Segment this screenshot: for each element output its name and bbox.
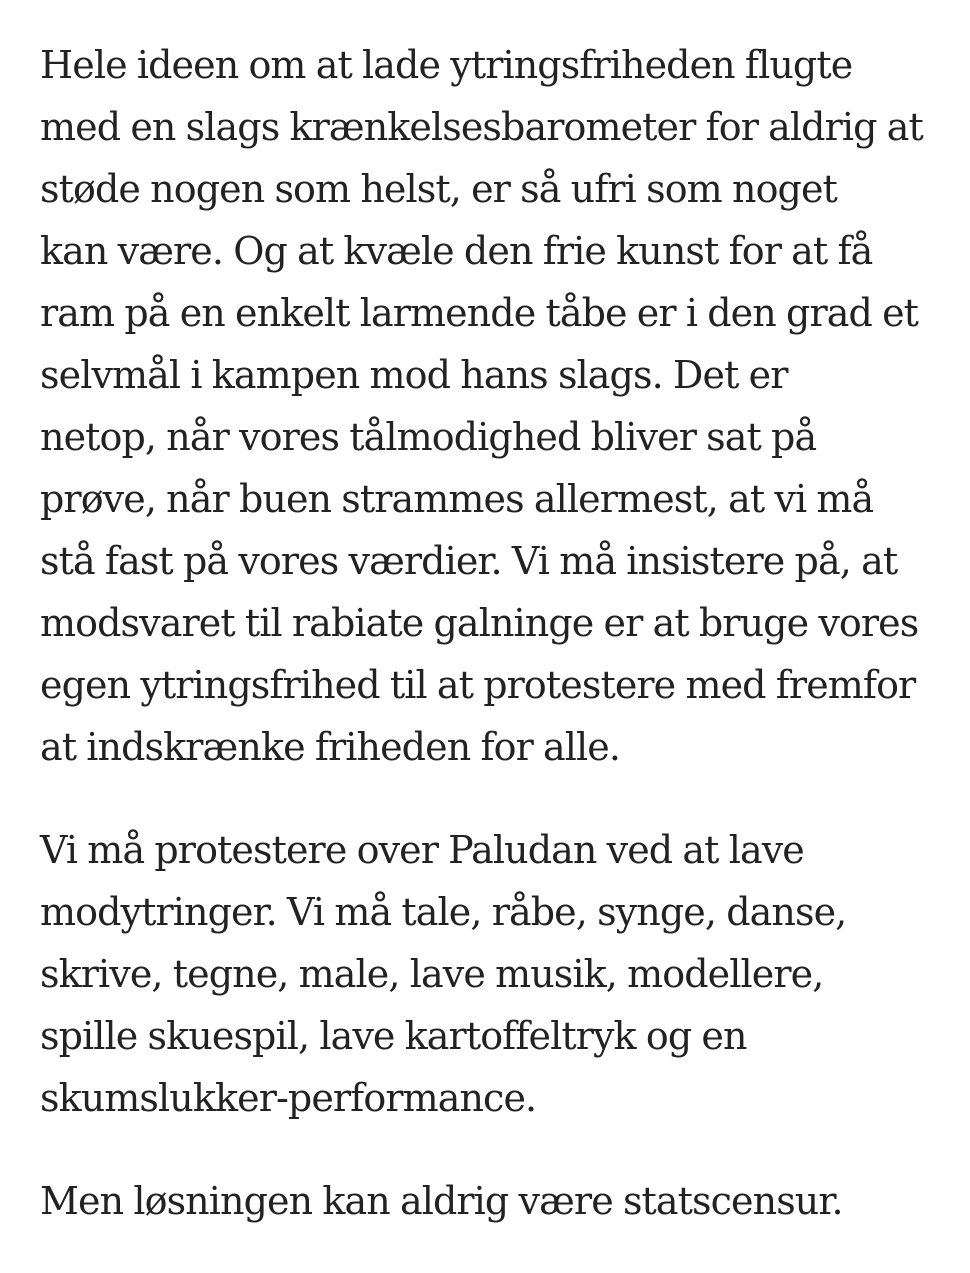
text-line: modytringer. Vi må tale, råbe, synge, danse, [40,890,847,934]
text-line: støde nogen som helst, er så ufri som noget [40,167,837,211]
article-body [40,34,940,1273]
text-line: Vi må protestere over Paludan ved at lave [40,828,804,872]
text-line: skumslukker-performance. [40,1076,537,1120]
text-line: med en slags krænkelsesbarometer for aldrig at [40,105,923,149]
text-line: stå fast på vores værdier. Vi må insistere på, at [40,539,898,583]
text-line: Men løsningen kan aldrig være statscensur. [40,1179,843,1223]
paragraph-1 [40,34,940,778]
text-line: ram på en enkelt larmende tåbe er i den grad et [40,291,919,335]
text-line: prøve, når buen strammes allermest, at vi må [40,477,874,521]
text-line: skrive, tegne, male, lave musik, modellere, [40,952,824,996]
text-line: selvmål i kampen mod hans slags. Det er [40,353,788,397]
paragraph-3 [40,1170,940,1232]
text-line: netop, når vores tålmodighed bliver sat på [40,415,817,459]
text-line: at indskrænke friheden for alle. [40,725,621,769]
text-line: kan være. Og at kvæle den frie kunst for at få [40,229,873,273]
text-line: spille skuespil, lave kartoffeltryk og en [40,1014,747,1058]
paragraph-2 [40,819,940,1129]
text-line: modsvaret til rabiate galninge er at bruge vores [40,601,919,645]
text-line: egen ytringsfrihed til at protestere med fremfor [40,663,916,707]
text-line: Hele ideen om at lade ytringsfriheden flugte [40,43,853,87]
